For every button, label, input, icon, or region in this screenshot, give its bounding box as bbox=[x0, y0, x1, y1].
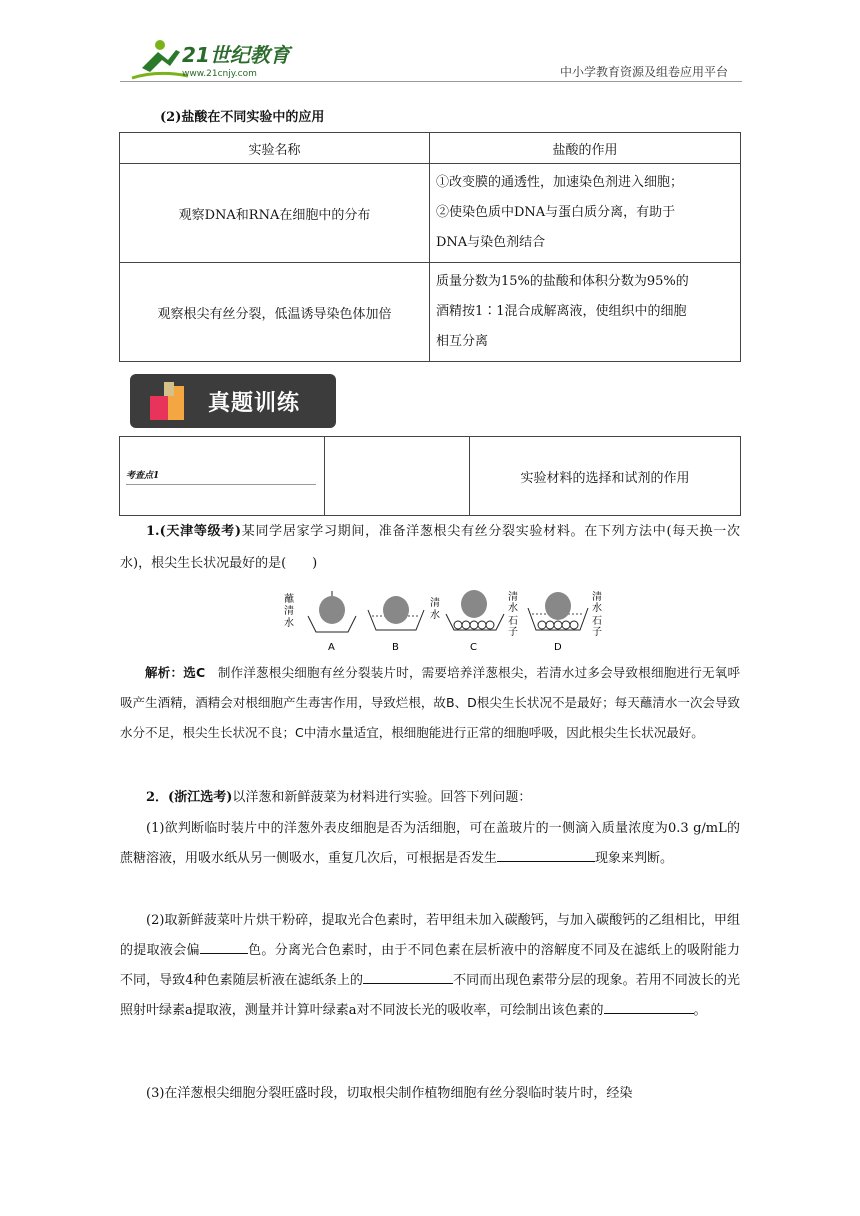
question-source: 2．(浙江选考) bbox=[146, 790, 233, 805]
analysis-label: 解析： bbox=[145, 665, 184, 680]
figure-label-c-side3: 石 bbox=[508, 616, 518, 627]
table-row bbox=[120, 437, 741, 516]
role-line: DNA与染色剂结合 bbox=[436, 235, 546, 250]
experiment-name: 观察DNA和RNA在细胞中的分布 bbox=[120, 164, 430, 263]
experiment-name: 观察根尖有丝分裂，低温诱导染色体加倍 bbox=[120, 263, 430, 362]
question-1 bbox=[120, 516, 740, 580]
role-line: 酒精按1∶1混合成解离液，使组织中的细胞 bbox=[436, 304, 687, 319]
table-row bbox=[120, 263, 741, 362]
analysis-text: 制作洋葱根尖细胞有丝分裂装片时，需要培养洋葱根尖，若清水过多会导致根细胞进行无氧呼吸产生酒精，酒精会对根细胞产生毒害作用，导致烂根，故B、D根尖生长状况不是最好；每天蘸清水一次会导致水分不足，根尖生长状况不良；C中清水量适宜，根细胞能进行正常的细胞呼吸，因此根尖生长状况最好。 bbox=[120, 665, 740, 740]
option-b: B bbox=[392, 642, 399, 653]
kaodian-cell bbox=[120, 437, 325, 516]
books-icon bbox=[146, 380, 190, 422]
figure-label-c-side4: 子 bbox=[508, 627, 518, 638]
table-row bbox=[120, 164, 741, 263]
logo-url: www.21cnjy.com bbox=[182, 69, 257, 79]
question-2-part-2 bbox=[120, 906, 740, 1026]
question-2-part-3 bbox=[120, 1078, 740, 1110]
onion-figure bbox=[280, 588, 620, 654]
kaodian-topic: 实验材料的选择和试剂的作用 bbox=[470, 437, 741, 516]
question-intro: 以洋葱和新鲜菠菜为材料进行实验。回答下列问题： bbox=[232, 790, 532, 805]
figure-label-a-side3: 水 bbox=[284, 618, 294, 629]
figure-label-d-side3: 石 bbox=[592, 616, 602, 627]
part-text: 现象来判断。 bbox=[595, 851, 674, 866]
question-source: 1.(天津等级考) bbox=[146, 524, 242, 539]
part-text: (3)在洋葱根尖细胞分裂旺盛时段，切取根尖制作植物细胞有丝分裂临时装片时，经染 bbox=[146, 1086, 633, 1101]
option-d: D bbox=[554, 642, 562, 653]
answer-blank[interactable] bbox=[200, 939, 248, 954]
role-line: 相互分离 bbox=[436, 334, 489, 349]
figure-label-a-side2: 清 bbox=[284, 606, 294, 617]
part-text: (2)取新鲜菠菜叶片烘干粉碎，提取光合色素时，若甲组未加入碳酸钙，与加入碳酸钙的乙组相比，甲组的提取液会偏 bbox=[120, 913, 740, 958]
figure-label-c-side: 清 bbox=[508, 592, 518, 603]
part-text: 不同而出现色素带分层的现象。若用不同波长的光照射叶绿素a提取液，测量并计算叶绿素a对不同波长光的吸收率，可绘制出该色素的 bbox=[120, 973, 740, 1018]
option-a: A bbox=[328, 642, 335, 653]
figure-label-b-side: 清 bbox=[430, 598, 440, 609]
table-header-cell: 实验名称 bbox=[120, 133, 430, 164]
question-2-part-1 bbox=[120, 814, 740, 874]
hcl-role bbox=[430, 164, 741, 263]
hcl-role bbox=[430, 263, 741, 362]
header-divider bbox=[120, 81, 742, 82]
empty-cell bbox=[325, 437, 470, 516]
analysis-choice: 选C bbox=[183, 665, 206, 680]
analysis bbox=[120, 658, 740, 748]
role-line: ②使染色质中DNA与蛋白质分离，有助于 bbox=[436, 205, 676, 220]
figure-label-d-side: 清 bbox=[592, 592, 602, 603]
question-2 bbox=[120, 782, 740, 814]
platform-name: 中小学教育资源及组卷应用平台 bbox=[559, 65, 728, 79]
figure-label-c-side2: 水 bbox=[508, 603, 518, 614]
option-c: C bbox=[470, 642, 477, 653]
table-header-row bbox=[120, 133, 741, 164]
figure-label-d-side4: 子 bbox=[592, 627, 602, 638]
hcl-table bbox=[119, 132, 741, 362]
answer-blank[interactable] bbox=[497, 847, 595, 862]
role-line: 质量分数为15%的盐酸和体积分数为95%的 bbox=[436, 274, 689, 289]
logo bbox=[128, 38, 298, 82]
part-text: 。 bbox=[693, 1003, 707, 1018]
banner-title: 真题训练 bbox=[208, 391, 301, 416]
kaodian-label: 考查点1 bbox=[126, 471, 160, 481]
logo-text: 21世纪教育 bbox=[182, 43, 290, 67]
table-header-cell: 盐酸的作用 bbox=[430, 133, 741, 164]
question-text: 某同学居家学习期间，准备洋葱根尖有丝分裂实验材料。在下列方法中(每天换一次水)，根尖生长状况最好的是( ) bbox=[120, 524, 741, 571]
answer-blank[interactable] bbox=[604, 999, 694, 1014]
figure-label-d-side2: 水 bbox=[592, 603, 602, 614]
answer-blank[interactable] bbox=[363, 969, 453, 984]
figure-label-b-side2: 水 bbox=[430, 610, 440, 621]
kaodian-table bbox=[119, 436, 741, 516]
figure-label-a-side: 蘸 bbox=[284, 594, 294, 605]
part-text: (1)欲判断临时装片中的洋葱外表皮细胞是否为活细胞，可在盖玻片的一侧滴入质量浓度为0.3 g/mL的蔗糖溶液，用吸水纸从另一侧吸水，重复几次后，可根据是否发生 bbox=[120, 821, 740, 866]
section-title: (2)盐酸在不同实验中的应用 bbox=[160, 110, 325, 125]
role-line: ①改变膜的通透性，加速染色剂进入细胞； bbox=[436, 175, 684, 190]
part-text: 色。分离光合色素时，由于不同色素在层析液中的溶解度不同及在滤纸上的吸附能力不同，导致4种色素随层析液在滤纸条上的 bbox=[120, 943, 740, 988]
